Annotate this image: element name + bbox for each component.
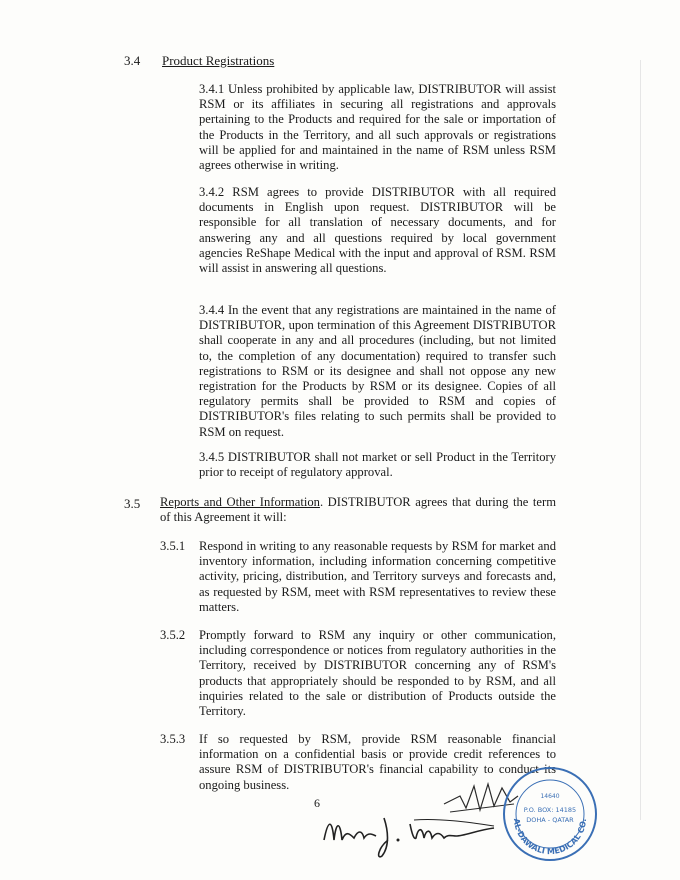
item-text: If so requested by RSM, provide RSM reasonable financial information on a confidential basis or provide credit references to assure RSM of DISTRIBUTOR's financial capability to conduct its ongoing business. (199, 732, 556, 792)
section-number: 3.5 (124, 496, 141, 511)
company-stamp (500, 762, 600, 866)
paragraph-3-4-5: 3.4.5 DISTRIBUTOR shall not market or sell Product in the Territory prior to receipt of regulatory approval. (199, 450, 556, 480)
paragraph-3-4-4: 3.4.4 In the event that any registrations are maintained in the name of DISTRIBUTOR, upon termination of this Agreement DISTRIBUTOR shall cooperate in any and all procedures (including, but not limited to, the completion of any documentation) required to transfer such registrations to RSM or its designee and shall not oppose any new registration for the Products by RSM or its designee. Copies of all regulatory permits shall be provided to RSM and copies of DISTRIBUTOR's files relating to such permits shall be provided to RSM on request. (199, 303, 556, 439)
paragraph-3-4-2: 3.4.2 RSM agrees to provide DISTRIBUTOR with all required documents in English upon request. DISTRIBUTOR will be responsible for all translation of necessary documents, and for answering any and all questions required by local government agencies ReShape Medical with the input and approval of RSM. RSM will assist in answering all questions. (199, 185, 556, 276)
stamp-company-name: AL-DAWALI MEDICAL CO. (511, 818, 589, 857)
item-number: 3.5.1 (160, 539, 186, 553)
item-number: 3.5.3 (160, 732, 186, 746)
paragraph-3-4-1: 3.4.1 Unless prohibited by applicable law, DISTRIBUTOR will assist RSM or its affiliates in securing all registrations and approvals pertaining to the Products and required for the sale or importation of the Products in the Territory, and all such approvals or registrations will be applied for and maintained in the name of RSM unless RSM agrees otherwise in writing. (199, 82, 556, 173)
stamp-cr-number: 14640 (540, 793, 560, 800)
section-3-5-intro (160, 495, 556, 525)
section-title: Reports and Other Information (160, 495, 320, 509)
item-text: Respond in writing to any reasonable requests by RSM for market and inventory information, including information concerning competitive activity, pricing, distribution, and Territory surveys and forecasts and, as requested by RSM, meet with RSM representatives to review these matters. (199, 539, 556, 614)
section-intro-text: . DISTRIBUTOR agrees that during the term of this Agreement it will: (160, 495, 556, 525)
scan-margin-line (640, 60, 641, 820)
page-number: 6 (314, 796, 320, 810)
section-number: 3.4 (124, 53, 141, 68)
section-title: Product Registrations (162, 53, 275, 68)
item-number: 3.5.2 (160, 628, 186, 642)
stamp-city: DOHA - QATAR (526, 816, 574, 824)
handwritten-signature (318, 800, 498, 860)
item-text: Promptly forward to RSM any inquiry or other communication, including correspondence or notices from regulatory authorities in the Territory, received by DISTRIBUTOR concerning any of RSM's products that appropriately should be responded to by RSM, and all inquiries related to the sale or distribution of Products outside the Territory. (199, 628, 556, 719)
stamp-po-box: P.O. BOX: 14185 (523, 806, 577, 814)
